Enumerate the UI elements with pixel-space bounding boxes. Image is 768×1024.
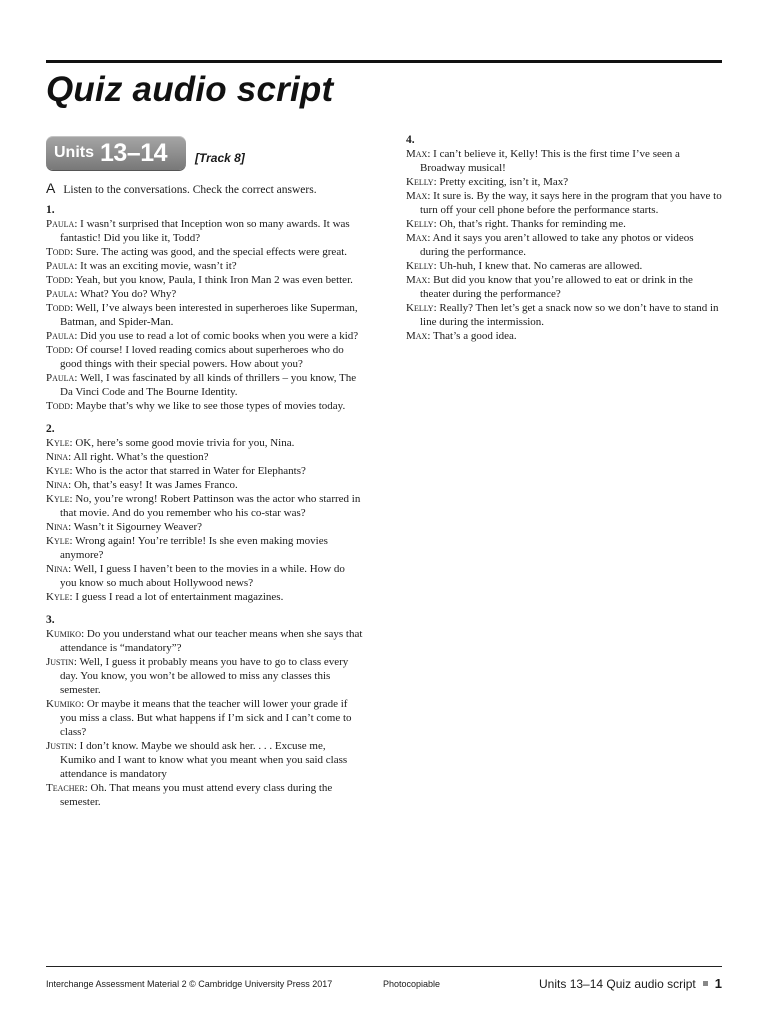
speaker-colon: : bbox=[427, 274, 434, 286]
dialogue-line bbox=[406, 301, 724, 329]
dialogue-line bbox=[46, 464, 364, 478]
dialogue-line bbox=[46, 245, 364, 259]
dialogue-text: Who is the actor that starred in Water for Elephants? bbox=[75, 465, 306, 477]
conversation-block bbox=[46, 613, 364, 809]
dialogue-line bbox=[46, 217, 364, 245]
speaker-name: Nina bbox=[46, 451, 69, 463]
speaker-colon: : bbox=[70, 274, 76, 286]
speaker-name: Kelly bbox=[406, 260, 434, 272]
speaker-colon: : bbox=[433, 176, 440, 188]
speaker-colon: : bbox=[68, 451, 74, 463]
speaker-name: Paula bbox=[46, 260, 75, 272]
dialogue-text: I can’t believe it, Kelly! This is the first time I’ve seen a Broadway musical! bbox=[420, 148, 680, 174]
conversation-number: 3. bbox=[46, 614, 55, 626]
dialogue-text: Of course! I loved reading comics about superheroes who do good things with their special powers. How about you? bbox=[60, 344, 344, 370]
speaker-colon: : bbox=[68, 563, 74, 575]
dialogue-text: Well, I guess it probably means you have to go to class every day. You know, you won’t be allowed to miss any classes this semester. bbox=[60, 656, 349, 696]
speaker-name: Max bbox=[406, 232, 428, 244]
speaker-colon: : bbox=[74, 218, 81, 230]
speaker-name: Kelly bbox=[406, 218, 434, 230]
dialogue-text: I guess I read a lot of entertainment magazines. bbox=[75, 591, 284, 603]
dialogue-line bbox=[406, 147, 724, 175]
speaker-colon: : bbox=[69, 493, 76, 505]
square-bullet-icon bbox=[703, 981, 708, 986]
speaker-colon: : bbox=[427, 190, 434, 202]
speaker-name: Todd bbox=[46, 400, 71, 412]
speaker-colon: : bbox=[70, 400, 76, 412]
conversation-number: 2. bbox=[46, 423, 55, 435]
dialogue-line bbox=[46, 436, 364, 450]
footer-photocopiable: Photocopiable bbox=[383, 979, 441, 989]
dialogue-text: Well, I was fascinated by all kinds of thrillers – you know, The Da Vinci Code and The Bourne Identity. bbox=[60, 372, 357, 398]
speaker-colon: : bbox=[69, 591, 76, 603]
speaker-colon: : bbox=[68, 521, 74, 533]
dialogue-line bbox=[46, 781, 364, 809]
dialogue-line bbox=[406, 231, 724, 259]
dialogue-line bbox=[406, 189, 724, 217]
dialogue-text: Oh. That means you must attend every class during the semester. bbox=[60, 782, 333, 808]
dialogue-text: Really? Then let’s get a snack now so we don’t have to stand in line during the intermission. bbox=[420, 302, 719, 328]
speaker-name: Kumiko bbox=[46, 698, 82, 710]
speaker-name: Kyle bbox=[46, 437, 70, 449]
footer-page-info bbox=[539, 976, 722, 991]
speaker-name: Nina bbox=[46, 521, 69, 533]
dialogue-line bbox=[406, 175, 724, 189]
dialogue-text: It sure is. By the way, it says here in the program that you have to turn off your cell phone before the performance starts. bbox=[420, 190, 722, 216]
speaker-colon: : bbox=[427, 148, 434, 160]
dialogue-text: Wrong again! You’re terrible! Is she even making movies anymore? bbox=[60, 535, 328, 561]
speaker-colon: : bbox=[433, 260, 440, 272]
dialogue-text: Oh, that’s easy! It was James Franco. bbox=[73, 479, 238, 491]
speaker-colon: : bbox=[74, 372, 80, 384]
speaker-colon: : bbox=[427, 232, 433, 244]
speaker-name: Kelly bbox=[406, 302, 434, 314]
dialogue-text: Wasn’t it Sigourney Weaver? bbox=[73, 521, 203, 533]
dialogue-text: Or maybe it means that the teacher will lower your grade if you miss a class. But what happens if I’m sick and I can’t come to class? bbox=[60, 698, 352, 738]
dialogue-line bbox=[406, 259, 724, 273]
speaker-name: Kumiko bbox=[46, 628, 82, 640]
instruction-letter: A bbox=[46, 180, 56, 196]
speaker-colon: : bbox=[74, 288, 80, 300]
speaker-name: Todd bbox=[46, 274, 71, 286]
speaker-name: Kyle bbox=[46, 493, 70, 505]
dialogue-text: Oh, that’s right. Thanks for reminding me. bbox=[439, 218, 626, 230]
units-badge bbox=[46, 136, 186, 170]
speaker-colon: : bbox=[69, 465, 76, 477]
dialogue-text: But did you know that you’re allowed to eat or drink in the theater during the performance? bbox=[420, 274, 693, 300]
dialogue-text: It was an exciting movie, wasn’t it? bbox=[80, 260, 237, 272]
instruction bbox=[46, 180, 317, 196]
track-label: [Track 8] bbox=[195, 151, 245, 165]
dialogue-line bbox=[46, 655, 364, 697]
conversation-block bbox=[46, 203, 364, 413]
speaker-name: Paula bbox=[46, 372, 75, 384]
speaker-name: Max bbox=[406, 190, 428, 202]
speaker-name: Max bbox=[406, 330, 428, 342]
dialogue-line bbox=[46, 371, 364, 399]
dialogue-text: Do you understand what our teacher means when she says that attendance is “mandatory”? bbox=[60, 628, 363, 654]
speaker-colon: : bbox=[70, 344, 76, 356]
speaker-name: Nina bbox=[46, 479, 69, 491]
speaker-name: Kyle bbox=[46, 591, 70, 603]
speaker-name: Todd bbox=[46, 246, 71, 258]
conversation-number: 4. bbox=[406, 134, 415, 146]
dialogue-line bbox=[46, 492, 364, 520]
top-rule bbox=[46, 60, 722, 63]
right-column bbox=[406, 133, 724, 343]
speaker-name: Kelly bbox=[406, 176, 434, 188]
speaker-name: Max bbox=[406, 148, 428, 160]
dialogue-text: And it says you aren’t allowed to take any photos or videos during the performance. bbox=[420, 232, 694, 258]
dialogue-line bbox=[46, 534, 364, 562]
speaker-name: Max bbox=[406, 274, 428, 286]
dialogue-text: That’s a good idea. bbox=[432, 330, 517, 342]
dialogue-text: Yeah, but you know, Paula, I think Iron Man 2 was even better. bbox=[75, 274, 353, 286]
dialogue-line bbox=[46, 627, 364, 655]
units-range: 13–14 bbox=[100, 138, 168, 167]
speaker-name: Kyle bbox=[46, 535, 70, 547]
dialogue-line bbox=[46, 259, 364, 273]
dialogue-text: I don’t know. Maybe we should ask her. . . . Excuse me, Kumiko and I want to know what you meant when you said class attendance is mandatory bbox=[60, 740, 348, 780]
speaker-name: Nina bbox=[46, 563, 69, 575]
speaker-name: Teacher bbox=[46, 782, 85, 794]
conversation-number: 1. bbox=[46, 204, 55, 216]
speaker-name: Todd bbox=[46, 302, 71, 314]
dialogue-line bbox=[46, 399, 364, 413]
dialogue-line bbox=[46, 450, 364, 464]
speaker-name: Paula bbox=[46, 330, 75, 342]
dialogue-line bbox=[46, 562, 364, 590]
conversation-block bbox=[406, 133, 724, 343]
dialogue-line bbox=[46, 478, 364, 492]
dialogue-text: Sure. The acting was good, and the special effects were great. bbox=[75, 246, 348, 258]
dialogue-text: Pretty exciting, isn’t it, Max? bbox=[439, 176, 569, 188]
speaker-name: Justin bbox=[46, 740, 74, 752]
instruction-text: Listen to the conversations. Check the correct answers. bbox=[63, 184, 317, 196]
speaker-colon: : bbox=[427, 330, 433, 342]
left-column bbox=[46, 203, 364, 809]
dialogue-line bbox=[46, 739, 364, 781]
footer-section-title: Units 13–14 Quiz audio script bbox=[539, 976, 696, 991]
dialogue-text: What? You do? Why? bbox=[79, 288, 177, 300]
dialogue-line bbox=[46, 697, 364, 739]
speaker-colon: : bbox=[74, 260, 81, 272]
dialogue-line bbox=[406, 217, 724, 231]
page-title: Quiz audio script bbox=[46, 70, 334, 109]
footer-rule bbox=[46, 966, 722, 967]
dialogue-line bbox=[46, 273, 364, 287]
speaker-colon: : bbox=[74, 330, 81, 342]
speaker-colon: : bbox=[433, 302, 440, 314]
speaker-name: Justin bbox=[46, 656, 74, 668]
dialogue-line bbox=[406, 329, 724, 343]
speaker-colon: : bbox=[68, 479, 74, 491]
speaker-name: Kyle bbox=[46, 465, 70, 477]
page-number: 1 bbox=[714, 976, 722, 991]
dialogue-line bbox=[46, 287, 364, 301]
speaker-name: Paula bbox=[46, 288, 75, 300]
dialogue-text: Uh-huh, I knew that. No cameras are allowed. bbox=[439, 260, 643, 272]
conversation-block bbox=[46, 422, 364, 604]
dialogue-line bbox=[46, 590, 364, 604]
dialogue-text: Well, I’ve always been interested in superheroes like Superman, Batman, and Spider-Man. bbox=[60, 302, 358, 328]
speaker-colon: : bbox=[73, 656, 80, 668]
dialogue-line bbox=[46, 343, 364, 371]
speaker-colon: : bbox=[70, 246, 76, 258]
dialogue-text: Did you use to read a lot of comic books when you were a kid? bbox=[80, 330, 359, 342]
dialogue-text: All right. What’s the question? bbox=[73, 451, 209, 463]
dialogue-text: No, you’re wrong! Robert Pattinson was the actor who starred in that movie. And do you remember who his co-star was? bbox=[60, 493, 361, 519]
dialogue-line bbox=[406, 273, 724, 301]
footer-copyright: Interchange Assessment Material 2 © Cambridge University Press 2017 bbox=[46, 979, 333, 989]
speaker-colon: : bbox=[433, 218, 440, 230]
speaker-name: Paula bbox=[46, 218, 75, 230]
speaker-colon: : bbox=[69, 437, 76, 449]
dialogue-text: Maybe that’s why we like to see those types of movies today. bbox=[75, 400, 346, 412]
speaker-colon: : bbox=[84, 782, 91, 794]
dialogue-line bbox=[46, 520, 364, 534]
dialogue-line bbox=[46, 301, 364, 329]
speaker-colon: : bbox=[81, 698, 87, 710]
dialogue-text: OK, here’s some good movie trivia for you, Nina. bbox=[75, 437, 295, 449]
dialogue-line bbox=[46, 329, 364, 343]
dialogue-text: I wasn’t surprised that Inception won so many awards. It was fantastic! Did you like it, Todd? bbox=[60, 218, 350, 244]
units-word: Units bbox=[54, 144, 94, 161]
speaker-colon: : bbox=[73, 740, 80, 752]
speaker-name: Todd bbox=[46, 344, 71, 356]
dialogue-text: Well, I guess I haven’t been to the movies in a while. How do you know so much about Hollywood news? bbox=[60, 563, 345, 589]
speaker-colon: : bbox=[81, 628, 87, 640]
speaker-colon: : bbox=[69, 535, 76, 547]
speaker-colon: : bbox=[70, 302, 76, 314]
